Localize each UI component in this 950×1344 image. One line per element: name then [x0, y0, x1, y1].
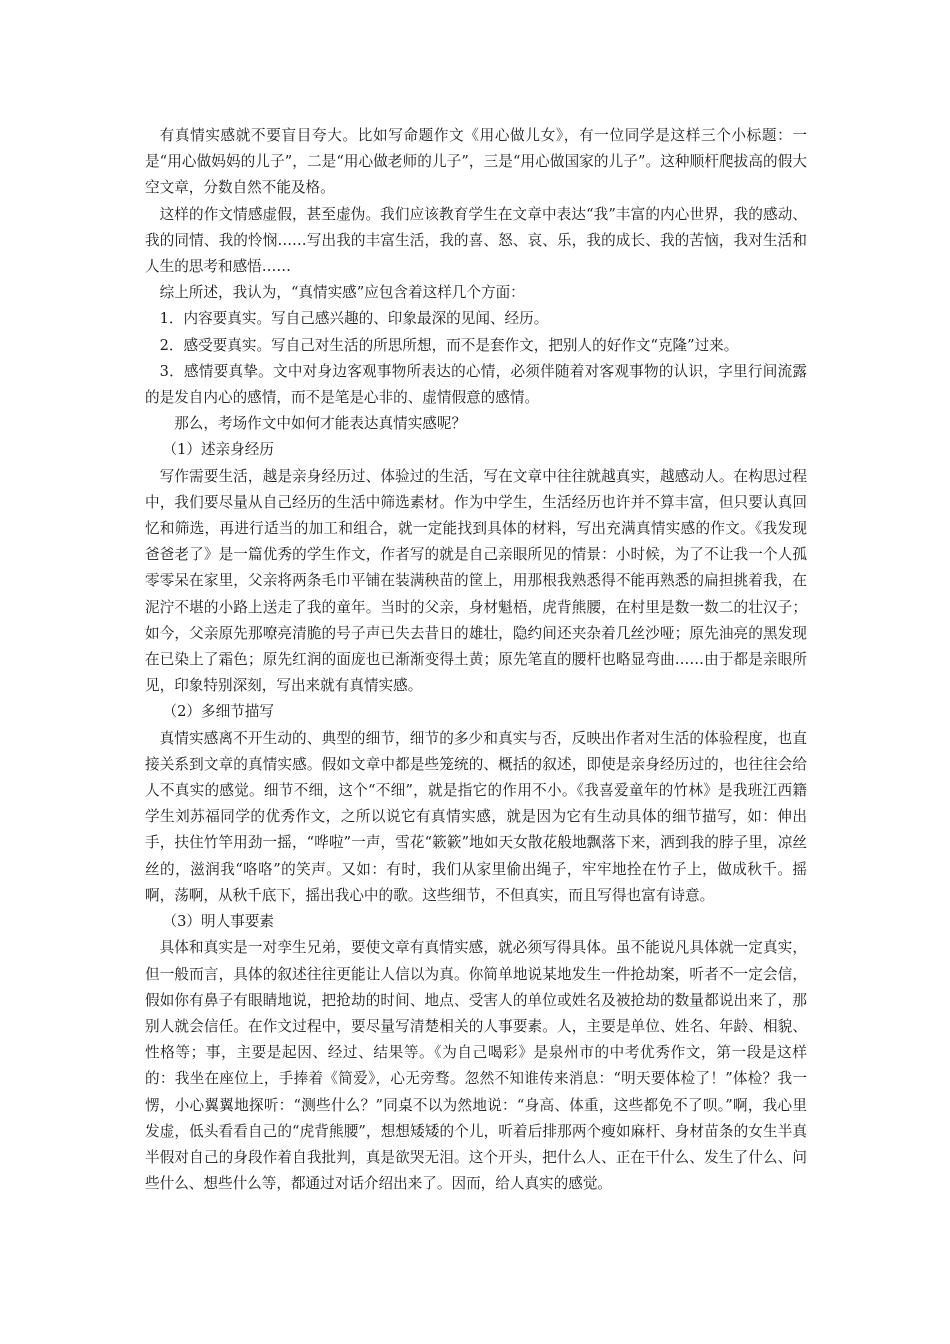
- paragraph-detail-description: 真情实感离不开生动的、典型的细节，细节的多少和真实与否，反映出作者对生活的体验程度，也直接关系到文章的真情实感。假如文章中都是些笼统的、概括的叙述，即使是亲身经历过的，也往往会给人不真实的感觉。细节不细，这个“不细”，就是指它的作用不小。《我喜爱童年的竹林》是我班江西籍学生刘苏福同学的优秀作文，之所以说它有真情实感，就是因为它有生动具体的细节描写，如：伸出手，扶住竹竿用劲一摇，“哗啦”一声，雪花“簌簌”地如天女散花般地飘落下来，洒到我的脖子里，凉丝丝的，滋润我“咯咯”的笑声。又如：有时，我们从家里偷出绳子，牢牢地拴在竹子上，做成秋千。摇啊，荡啊，从秋千底下，摇出我心中的歌。这些细节，不但真实，而且写得也富有诗意。: [145, 729, 807, 904]
- section-heading-detail-description: （2）多细节描写: [162, 703, 274, 721]
- section-heading-personal-experience: （1）述亲身经历: [162, 441, 274, 459]
- list-item-feeling-real: 2．感受要真实。写自己对生活的所思所想，而不是套作文，把别人的好作文“克隆”过来。: [159, 336, 739, 354]
- paragraph-people-events: 具体和真实是一对孪生兄弟，要使文章有真情实感，就必须写得具体。虽不能说凡具体就一定真实，但一般而言，具体的叙述往往更能让人信以为真。你简单地说某地发生一件抢劫案，听者不一定会信，假如你有鼻子有眼睛地说，把抢劫的时间、地点、受害人的单位或姓名及被抢劫的数量都说出来了，那别人就会信任。在作文过程中，要尽量写清楚相关的人事要素。人，主要是单位、姓名、年龄、相貌、性格等；事，主要是起因、经过、结果等。《为自己喝彩》是泉州市的中考优秀作文，第一段是这样的：我坐在座位上，手捧着《简爱》，心无旁骛。忽然不知谁传来消息：“明天要体检了！”体检？我一愣，小心翼翼地探听：“测些什么？”同桌不以为然地说：“身高、体重，这些都免不了呗。”啊，我心里发虚，低头看看自己的“虎背熊腰”，想想矮矮的个儿，听着后排那两个瘦如麻杆、身材苗条的女生半真半假对自己的身段作着自我批判，真是欲哭无泪。这个开头，把什么人、正在干什么、发生了什么、问些什么、想些什么等，都通过对话介绍出来了。因而，给人真实的感觉。: [145, 939, 807, 1193]
- paragraph-question: 那么，考场作文中如何才能表达真情实感呢？: [174, 415, 467, 433]
- paragraph-exaggeration: 有真情实感就不要盲目夸大。比如写命题作文《用心做儿女》，有一位同学是这样三个小标题：一是“用心做妈妈的儿子”，二是“用心做老师的儿子”，三是“用心做国家的儿子”。这种顺杆爬拔高的假大空文章，分数自然不能及格。: [145, 127, 807, 197]
- section-heading-people-events: （3）明人事要素: [162, 913, 274, 931]
- paragraph-false-emotion: 这样的作文情感虚假，甚至虚伪。我们应该教育学生在文章中表达“我”丰富的内心世界，我的感动、我的同情、我的怜悯……写出我的丰富生活，我的喜、怒、哀、乐，我的成长、我的苦恼，我对生活和人生的思考和感悟……: [145, 205, 807, 276]
- document-body: [145, 123, 807, 1197]
- paragraph-summary: 综上所述，我认为，“真情实感”应包含着这样几个方面：: [159, 284, 525, 302]
- list-item-content-real: 1．内容要真实。写自己感兴趣的、印象最深的见闻、经历。: [159, 310, 549, 328]
- list-item-emotion-sincere: 3．感情要真挚。文中对身边客观事物所表达的心情，必须伴随着对客观事物的认识，字里行间流露的是发自内心的感情，而不是笔是心非的、虚情假意的感情。: [145, 362, 807, 407]
- paragraph-personal-experience: 写作需要生活，越是亲身经历过、体验过的生活，写在文章中往往就越真实，越感动人。在构思过程中，我们要尽量从自己经历的生活中筛选素材。作为中学生，生活经历也许并不算丰富，但只要认真回忆和筛选，再进行适当的加工和组合，就一定能找到具体的材料，写出充满真情实感的作文。《我发现爸爸老了》是一篇优秀的学生作文，作者写的就是自己亲眼所见的情景：小时候，为了不让我一个人孤零零呆在家里，父亲将两条毛巾平铺在装满秧苗的筐上，用那根我熟悉得不能再熟悉的扁担挑着我，在泥泞不堪的小路上送走了我的童年。当时的父亲，身材魁梧，虎背熊腰，在村里是数一数二的壮汉子；如今，父亲原先那嘹亮清脆的号子声已失去昔日的雄壮，隐约间还夹杂着几丝沙哑；原先油亮的黑发现在已染上了霜色；原先红润的面庞也已渐渐变得土黄；原先笔直的腰杆也略显弯曲……由于都是亲眼所见，印象特别深刻，写出来就有真情实感。: [145, 467, 807, 695]
